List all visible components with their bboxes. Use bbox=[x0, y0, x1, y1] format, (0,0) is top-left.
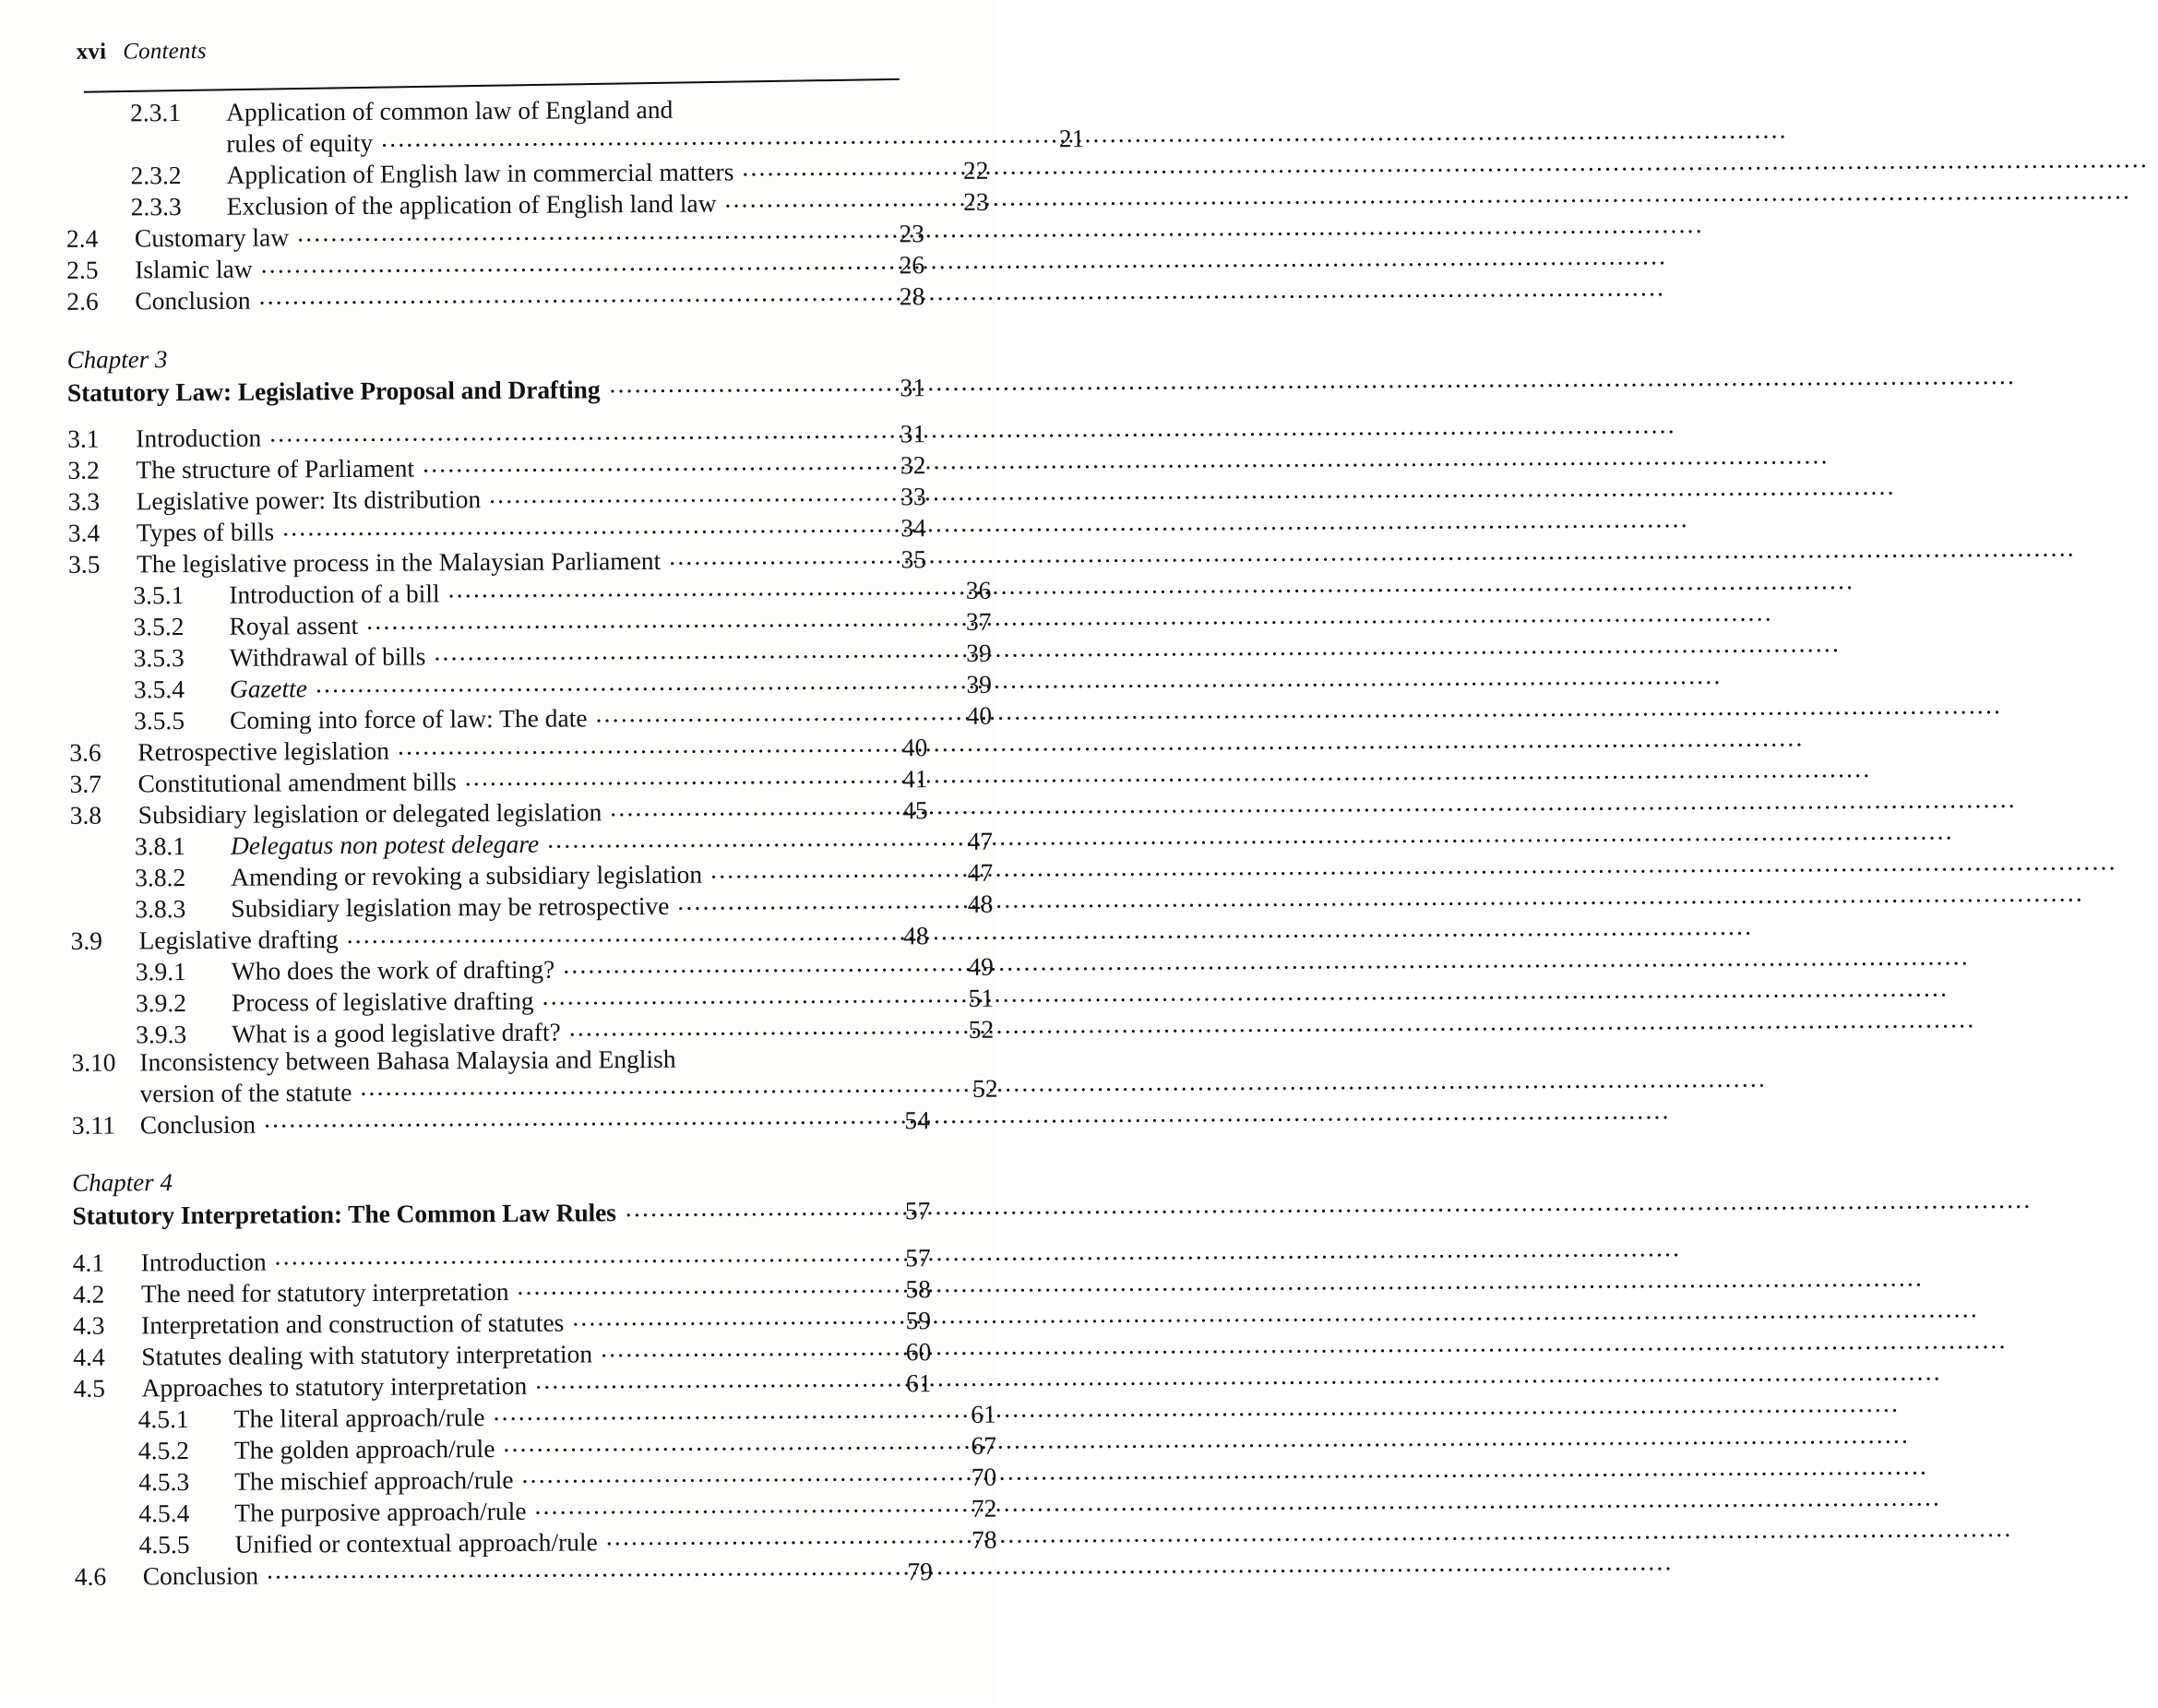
toc-entry-page: 39 bbox=[966, 638, 992, 667]
running-head bbox=[77, 39, 207, 66]
dot-leader bbox=[448, 573, 954, 602]
toc-entry-title: Inconsistency between Bahasa Malaysia and English bbox=[139, 1044, 676, 1076]
dot-leader bbox=[610, 794, 890, 820]
dot-leader bbox=[434, 636, 953, 664]
toc-entry-page: 21 bbox=[1058, 124, 1085, 153]
running-head-title: Contents bbox=[123, 38, 207, 65]
header-rule bbox=[84, 78, 900, 93]
toc-entry-number: 3.1 bbox=[67, 424, 100, 453]
toc-entry-number: 3.5.2 bbox=[133, 612, 185, 641]
dot-leader bbox=[595, 699, 954, 726]
toc-entry-number: 2.3.3 bbox=[130, 192, 182, 221]
toc-entry-number: 4.5.1 bbox=[137, 1403, 189, 1433]
toc-entry-title: Exclusion of the application of English land law bbox=[226, 188, 717, 221]
chapter4-label: Chapter 4 bbox=[72, 1168, 173, 1197]
toc-entry-page: 57 bbox=[905, 1242, 931, 1272]
chapter4-title-row[interactable] bbox=[72, 1196, 930, 1231]
toc-entry-title: Constitutional amendment bills bbox=[137, 767, 457, 798]
toc-entry-title: Who does the work of drafting? bbox=[231, 954, 555, 985]
toc-entry-title: Customary law bbox=[134, 222, 290, 253]
toc-entry-number: 4.5.5 bbox=[138, 1529, 190, 1559]
toc-entry-page: 36 bbox=[965, 575, 992, 604]
toc-entry-title: Royal assent bbox=[229, 610, 359, 640]
toc-entry-number: 3.3 bbox=[67, 486, 101, 516]
toc-entry-page: 26 bbox=[899, 250, 925, 280]
toc-entry-number: 3.7 bbox=[69, 769, 102, 798]
dot-leader bbox=[535, 1366, 893, 1393]
dot-leader bbox=[423, 448, 888, 477]
toc-entry-title: Conclusion bbox=[142, 1560, 259, 1590]
toc-entry-page: 70 bbox=[971, 1462, 997, 1491]
toc-entry-number: 3.4 bbox=[67, 518, 101, 547]
dot-leader bbox=[316, 667, 954, 697]
dot-leader bbox=[626, 1204, 893, 1221]
toc-entry-title: Retrospective legislation bbox=[137, 735, 390, 767]
toc-entry-page: 31 bbox=[900, 419, 926, 448]
toc-entry-page: 60 bbox=[905, 1336, 932, 1366]
toc-entry-number: 3.2 bbox=[67, 455, 100, 484]
dot-leader bbox=[269, 417, 888, 447]
toc-entry-title: Statutes dealing with statutory interpretation bbox=[141, 1338, 593, 1370]
toc-entry-page: 79 bbox=[907, 1556, 933, 1585]
dot-leader bbox=[275, 1240, 893, 1270]
toc-entry-page: 39 bbox=[966, 669, 992, 699]
chapter4-heading-block bbox=[72, 1164, 930, 1231]
dot-leader bbox=[606, 1523, 960, 1550]
toc-entry-page: 72 bbox=[971, 1493, 997, 1523]
toc-entry-page: 47 bbox=[967, 857, 994, 887]
toc-entry-page: 78 bbox=[971, 1524, 997, 1554]
toc-entry-title: What is a good legislative draft? bbox=[232, 1017, 561, 1048]
toc-entry-title-continued: version of the statute bbox=[139, 1077, 352, 1107]
toc-entry-title: Amending or revoking a subsidiary legislation bbox=[231, 859, 703, 891]
toc-entry-title: The structure of Parliament bbox=[136, 453, 415, 484]
toc-entry-title: Process of legislative drafting bbox=[231, 985, 534, 1017]
toc-entry-title: Islamic law bbox=[135, 254, 253, 284]
dot-leader bbox=[521, 1460, 959, 1487]
toc-entry-title-continued: rules of equity bbox=[226, 127, 374, 158]
toc-entry-page: 52 bbox=[972, 1073, 998, 1103]
toc-entry-title: Application of common law of England and bbox=[225, 94, 674, 126]
toc-entry-page: 23 bbox=[899, 219, 925, 248]
toc-entry-page: 37 bbox=[965, 606, 992, 636]
dot-leader bbox=[669, 543, 888, 569]
toc-entry-number: 3.8.3 bbox=[135, 894, 186, 924]
dot-leader bbox=[601, 1334, 893, 1361]
chapter3-heading-block bbox=[67, 340, 925, 408]
toc-entry-title: Types of bills bbox=[136, 517, 275, 547]
toc-entry[interactable] bbox=[75, 1554, 933, 1589]
chapter3-title: Statutory Law: Legislative Proposal and Drafting bbox=[66, 374, 601, 407]
dot-leader bbox=[366, 604, 953, 633]
toc-entry-number: 3.9 bbox=[70, 926, 103, 955]
toc-entry-number: 2.3.2 bbox=[130, 161, 182, 190]
toc-entry-page: 52 bbox=[968, 1014, 995, 1044]
toc-entry-number: 3.10 bbox=[71, 1047, 116, 1077]
toc-entry-number: 2.4 bbox=[66, 223, 99, 253]
chapter4-page: 57 bbox=[904, 1196, 931, 1225]
toc-entry-page: 32 bbox=[900, 450, 926, 480]
toc-entry-title: Approaches to statutory interpretation bbox=[141, 1370, 528, 1402]
dot-leader bbox=[261, 248, 888, 278]
toc-entry-title: Application of English law in commercial matters bbox=[226, 157, 734, 189]
chapter3-label: Chapter 3 bbox=[66, 344, 168, 374]
dot-leader bbox=[297, 217, 887, 245]
toc-entry-title: The purposive approach/rule bbox=[234, 1496, 527, 1527]
dot-leader bbox=[489, 480, 888, 508]
toc-entry-title: Legislative drafting bbox=[138, 925, 339, 955]
dot-leader bbox=[569, 1012, 957, 1040]
toc-entry-page: 48 bbox=[902, 921, 929, 950]
toc-entry-page: 49 bbox=[968, 951, 994, 981]
toc-entry-page: 48 bbox=[967, 889, 994, 918]
toc-entry-title: Subsidiary legislation may be retrospective bbox=[231, 890, 670, 923]
toc-entry-title: Coming into force of law: The date bbox=[230, 703, 588, 735]
dot-leader bbox=[534, 1491, 959, 1519]
toc-entry-page: 47 bbox=[967, 826, 994, 855]
toc-entry-number: 4.5 bbox=[73, 1373, 106, 1403]
toc-entry-page: 51 bbox=[968, 983, 995, 1012]
toc-entry-page: 40 bbox=[901, 733, 928, 762]
table-of-contents bbox=[66, 94, 1085, 1591]
toc-entry-number: 3.9.1 bbox=[135, 957, 186, 986]
toc-entry-page: 23 bbox=[963, 186, 989, 216]
toc-entry-title: Conclusion bbox=[135, 285, 251, 316]
toc-entry-title: The mischief approach/rule bbox=[234, 1464, 514, 1496]
chapter3-page: 31 bbox=[900, 372, 926, 401]
dot-leader bbox=[398, 731, 890, 759]
dot-leader bbox=[282, 511, 888, 541]
toc-entry-number: 3.8.1 bbox=[134, 831, 186, 861]
toc-entry-number: 4.5.2 bbox=[137, 1435, 190, 1464]
toc-entry-page: 59 bbox=[905, 1305, 932, 1334]
dot-leader bbox=[381, 122, 1046, 151]
dot-leader bbox=[517, 1272, 893, 1299]
toc-entry-title: Interpretation and construction of statutes bbox=[141, 1308, 565, 1339]
toc-entry-number: 4.2 bbox=[72, 1279, 105, 1308]
toc-entry-number: 4.1 bbox=[72, 1248, 105, 1277]
dot-leader bbox=[609, 381, 888, 398]
toc-entry-number: 4.5.3 bbox=[138, 1466, 190, 1496]
toc-entry-page: 67 bbox=[971, 1430, 997, 1460]
toc-entry-title: Withdrawal of bills bbox=[229, 641, 426, 672]
toc-entry-number: 3.6 bbox=[69, 737, 101, 767]
dot-leader bbox=[503, 1428, 959, 1457]
page-folio: xvi bbox=[76, 39, 107, 65]
dot-leader bbox=[264, 1103, 892, 1132]
toc-entry-number: 2.3.1 bbox=[129, 98, 182, 127]
chapter4-entry-list bbox=[72, 1240, 997, 1591]
dot-leader bbox=[259, 280, 888, 309]
toc-entry-page: 61 bbox=[971, 1399, 996, 1428]
dot-leader bbox=[572, 1303, 893, 1331]
toc-entry-number: 3.5.1 bbox=[133, 580, 185, 610]
toc-entry-title: Introduction of a bill bbox=[229, 579, 440, 609]
toc-entry-number: 3.8 bbox=[69, 800, 102, 830]
toc-entry-title: Legislative power: Its distribution bbox=[136, 484, 482, 516]
toc-entry-page: 40 bbox=[966, 700, 993, 730]
toc-entry-page: 58 bbox=[905, 1273, 931, 1303]
toc-entry-number: 4.6 bbox=[74, 1561, 107, 1591]
dot-leader bbox=[465, 762, 890, 790]
toc-entry-number: 2.6 bbox=[66, 286, 99, 316]
toc-entry-number: 3.5.5 bbox=[134, 706, 185, 735]
toc-entry-number: 2.5 bbox=[66, 255, 99, 284]
toc-entry-title: Gazette bbox=[229, 674, 308, 703]
toc-entry-page: 54 bbox=[904, 1105, 930, 1134]
dot-leader bbox=[724, 185, 950, 211]
toc-entry-page: 33 bbox=[900, 482, 926, 511]
dot-leader bbox=[347, 919, 891, 948]
toc-entry-number: 3.5.4 bbox=[133, 675, 185, 704]
toc-entry-page: 41 bbox=[901, 764, 928, 794]
toc-entry-number: 3.9.3 bbox=[136, 1020, 187, 1049]
chapter2-entry-list bbox=[66, 94, 1085, 316]
toc-entry-number: 3.11 bbox=[71, 1110, 115, 1140]
chapter3-title-row[interactable] bbox=[67, 373, 925, 408]
toc-entry-title: The golden approach/rule bbox=[233, 1433, 495, 1464]
dot-leader bbox=[267, 1554, 895, 1583]
toc-entry-title: The need for statutory interpretation bbox=[140, 1276, 509, 1308]
toc-entry-title: Subsidiary legislation or delegated legislation bbox=[137, 797, 602, 830]
chapter4-title: Statutory Interpretation: The Common Law Rules bbox=[72, 1198, 616, 1230]
dot-leader bbox=[563, 950, 956, 977]
dot-leader bbox=[547, 824, 955, 852]
dot-leader bbox=[742, 153, 950, 180]
dot-leader bbox=[360, 1071, 960, 1100]
dot-leader bbox=[542, 981, 956, 1009]
toc-entry-page: 34 bbox=[900, 513, 926, 543]
toc-entry-page: 28 bbox=[899, 281, 925, 311]
toc-entry-title: Conclusion bbox=[139, 1109, 256, 1139]
toc-entry-title: Delegatus non potest delegare bbox=[230, 829, 540, 860]
toc-entry-title: Introduction bbox=[140, 1247, 267, 1276]
toc-entry-page: 35 bbox=[900, 544, 927, 574]
toc-entry[interactable] bbox=[72, 1103, 930, 1138]
toc-entry-number: 3.5.3 bbox=[133, 643, 185, 673]
dot-leader bbox=[710, 855, 955, 882]
toc-entry-page: 45 bbox=[902, 795, 928, 825]
toc-entry-title: The legislative process in the Malaysian Parliament bbox=[136, 545, 662, 579]
toc-entry-number: 4.3 bbox=[73, 1310, 105, 1340]
toc-entry-number: 3.5 bbox=[67, 549, 101, 579]
toc-entry-number: 3.8.2 bbox=[135, 863, 186, 892]
toc-entry-title: The literal approach/rule bbox=[233, 1402, 485, 1433]
toc-entry-page: 22 bbox=[962, 155, 989, 185]
dot-leader bbox=[493, 1397, 958, 1426]
toc-entry-title: Unified or contextual approach/rule bbox=[234, 1526, 598, 1559]
toc-entry-page: 61 bbox=[905, 1368, 932, 1397]
dot-leader bbox=[677, 887, 955, 914]
toc-entry[interactable] bbox=[66, 280, 924, 315]
toc-entry-number: 4.5.4 bbox=[138, 1498, 190, 1527]
toc-entry-number: 4.4 bbox=[73, 1342, 105, 1371]
toc-entry-title: Introduction bbox=[136, 423, 262, 453]
toc-entry-number: 3.9.2 bbox=[135, 988, 187, 1018]
chapter3-entry-list bbox=[67, 417, 998, 1140]
toc-entry[interactable] bbox=[71, 1012, 994, 1047]
